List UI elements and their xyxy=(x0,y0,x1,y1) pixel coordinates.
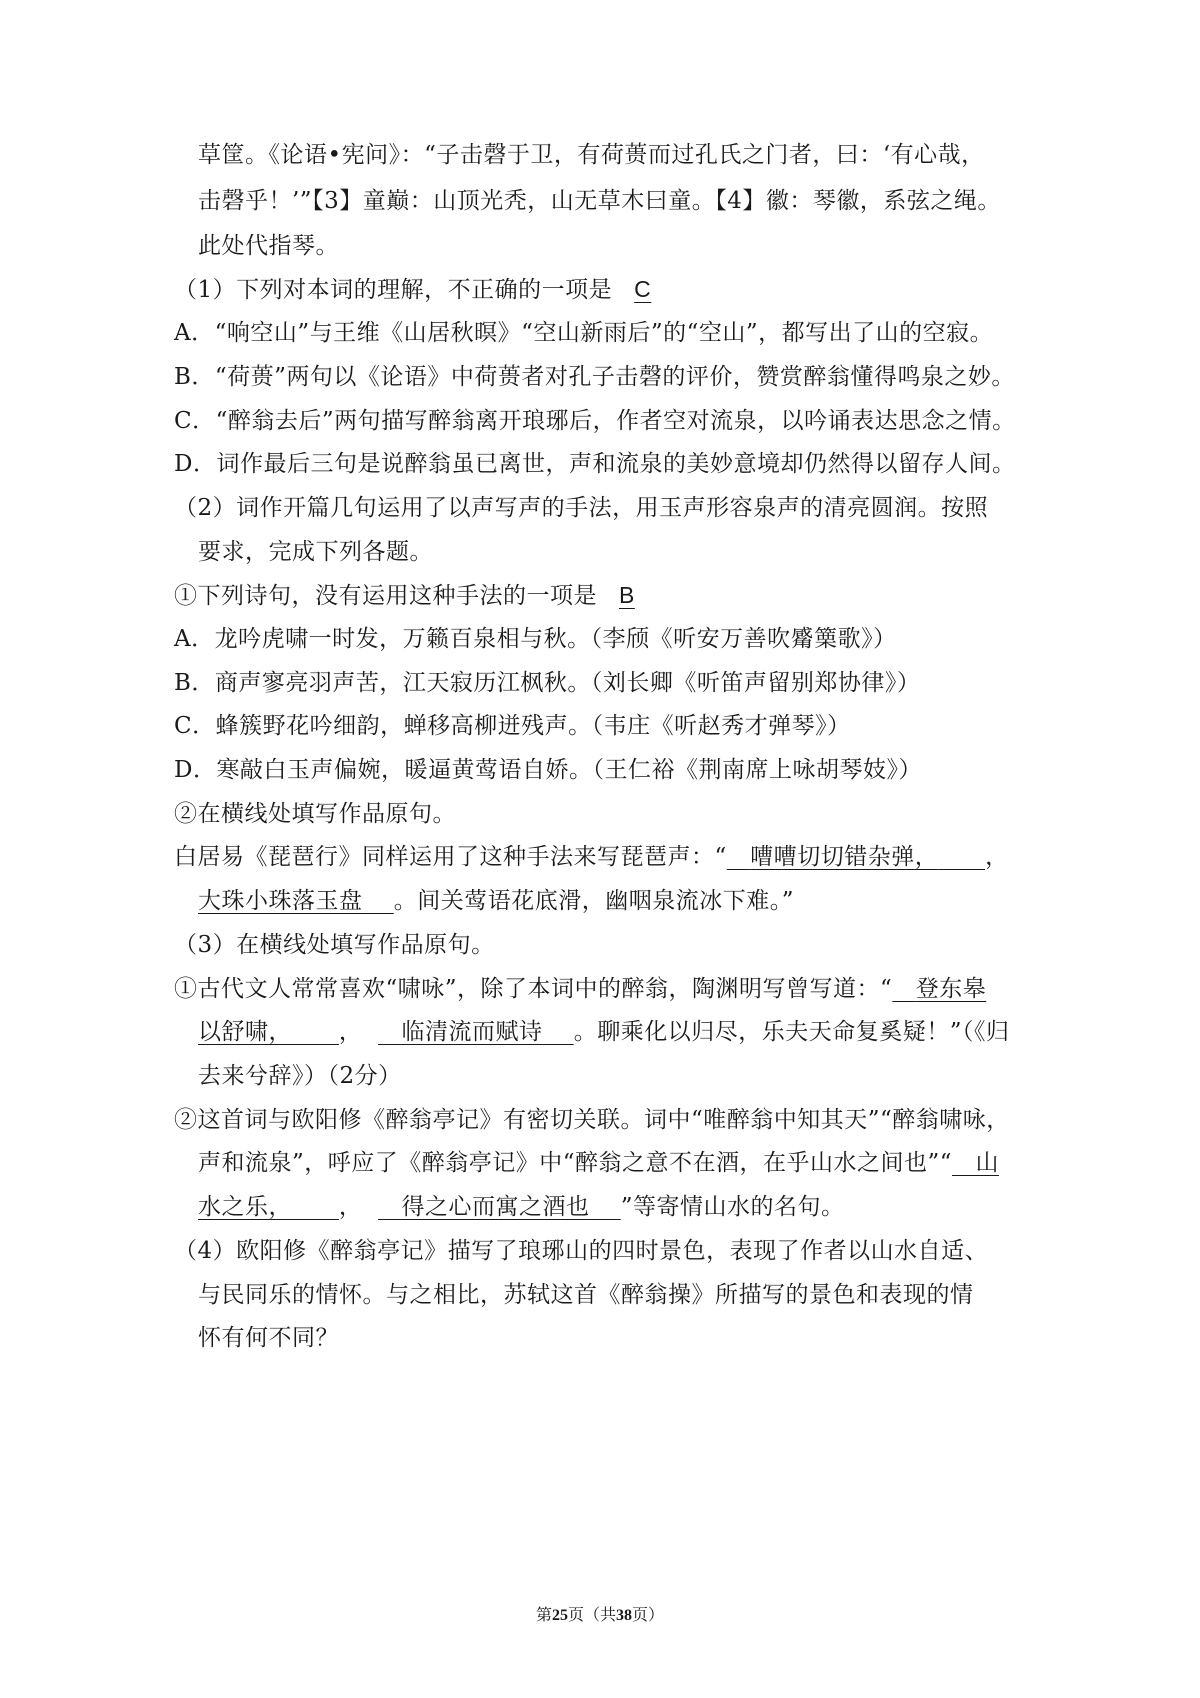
note-line-1: 草筐。《论语•宪问》：“子击磬于卫，有荷蒉而过孔氏之门者，曰：‘有心哉， xyxy=(198,142,985,168)
question-3-sub-1-blank-1a-text: 登东皋 xyxy=(915,976,987,1002)
question-2-sub-1-stem xyxy=(174,580,661,611)
question-1-stem xyxy=(174,274,677,305)
question-2-option-b: B．商声寥亮羽声苦，江天寂历江枫秋。（刘长卿《听笛声留别郑协律》） xyxy=(174,670,921,696)
question-3-sub-2-blank-1a-text: 山 xyxy=(975,1150,999,1176)
question-1-option-d: D．词作最后三句是说醉翁虽已离世，声和流泉的美妙意境却仍然得以留存人间。 xyxy=(174,451,1016,477)
question-4-line-1: （4）欧阳修《醉翁亭记》描写了琅琊山的四时景色，表现了作者以山水自适、 xyxy=(174,1238,989,1264)
question-3-sub-1-suffix: 。聊乘化以归尽，乐夫天命复奚疑！”（《归 xyxy=(573,1019,1010,1045)
question-3-sub-1-blank-1b xyxy=(198,1019,339,1045)
question-3-sub-1-blank-1a xyxy=(892,976,986,1002)
question-3-stem: （3）在横线处填写作品原句。 xyxy=(174,932,495,958)
question-4-line-3: 怀有何不同？ xyxy=(198,1325,339,1351)
question-3-sub-1-blank-2-text: 临清流而赋诗 xyxy=(401,1019,543,1045)
question-2-stem-line-2: 要求，完成下列各题。 xyxy=(198,539,433,565)
question-2-option-c: C．蜂簇野花吟细韵，蝉移高柳迸残声。（韦庄《听赵秀才弹琴》） xyxy=(174,713,851,739)
note-line-2: 击磬乎！’”【3】童巅：山顶光秃，山无草木曰童。【4】徽：琴徽，系弦之绳。 xyxy=(198,188,1001,214)
question-2-sub-2-stem: ②在横线处填写作品原句。 xyxy=(174,801,456,827)
question-3-sub-2-blank-1b xyxy=(198,1194,339,1220)
footer-page-number: 25 xyxy=(551,1607,568,1624)
question-3-sub-1-comma: ， xyxy=(338,1019,363,1045)
question-3-sub-1-prefix: ①古代文人常常喜欢“啸咏”，除了本词中的醉翁，陶渊明写曾写道：“ xyxy=(174,976,893,1002)
footer-total-pages: 38 xyxy=(616,1607,632,1624)
question-2-stem-line-1: （2）词作开篇几句运用了以声写声的手法，用玉声形容泉声的清亮圆润。按照 xyxy=(174,495,989,521)
question-3-sub-2-blank-2 xyxy=(378,1194,621,1220)
question-2-sub-2-suffix: 。间关莺语花底滑，幽咽泉流冰下难。” xyxy=(393,888,795,914)
footer-prefix: 第 xyxy=(535,1605,552,1624)
question-3-sub-1-blank-2 xyxy=(378,1019,574,1045)
question-3-sub-2-blank-1b-text: 水之乐， xyxy=(198,1194,292,1220)
question-3-sub-2-comma: ， xyxy=(338,1194,363,1220)
question-3-sub-1-line-2 xyxy=(198,1017,1009,1047)
question-2-sub-1-text: ①下列诗句，没有运用这种手法的一项是 xyxy=(174,583,597,609)
page-footer xyxy=(0,1605,1200,1626)
question-2-sub-2-blank-2 xyxy=(198,888,394,914)
question-3-sub-2-line-1: ②这首词与欧阳修《醉翁亭记》有密切关联。词中“唯醉翁中知其天”“醉翁啸咏， xyxy=(174,1107,1010,1133)
question-2-sub-1-answer: B xyxy=(619,582,635,608)
question-1-option-a: A．“响空山”与王维《山居秋暝》“空山新雨后”的“空山”，都写出了山的空寂。 xyxy=(174,320,994,346)
question-2-option-d: D．寒敲白玉声偏婉，暖逼黄莺语自娇。（王仁裕《荆南席上咏胡琴妓》） xyxy=(174,757,922,783)
question-3-sub-1-line-1 xyxy=(174,974,986,1004)
footer-suffix: 页） xyxy=(632,1605,665,1624)
note-line-3: 此处代指琴。 xyxy=(198,233,339,259)
question-4-line-2: 与民同乐的情怀。与之相比，苏轼这首《醉翁操》所描写的景色和表现的情 xyxy=(198,1282,974,1308)
question-2-sub-2-blank-2-text: 大珠小珠落玉盘 xyxy=(198,888,363,914)
question-2-sub-2-comma: ， xyxy=(985,844,1009,870)
question-3-sub-2-prefix: 声和流泉”，呼应了《醉翁亭记》中“醉翁之意不在酒，在乎山水之间也”“ xyxy=(198,1150,953,1176)
question-3-sub-1-blank-1b-text: 以舒啸， xyxy=(198,1019,292,1045)
question-2-option-a: A．龙吟虎啸一时发，万籁百泉相与秋。（李颀《听安万善吹觱篥歌》） xyxy=(174,626,897,652)
question-1-option-c: C．“醉翁去后”两句描写醉翁离开琅琊后，作者空对流泉，以吟诵表达思念之情。 xyxy=(174,408,1016,434)
question-3-sub-2-line-2 xyxy=(198,1148,999,1178)
question-2-sub-2-blank-1 xyxy=(727,844,985,870)
question-3-sub-2-blank-2-text: 得之心而寓之酒也 xyxy=(401,1194,590,1220)
question-1-text: （1）下列对本词的理解，不正确的一项是 xyxy=(174,277,613,303)
question-2-sub-2-line-2 xyxy=(198,886,794,916)
question-2-sub-2-prefix: 白居易《琵琶行》同样运用了这种手法来写琵琶声：“ xyxy=(174,844,727,870)
question-3-sub-2-suffix: ”等寄情山水的名句。 xyxy=(620,1194,845,1220)
question-1-answer: C xyxy=(634,276,652,302)
question-3-sub-1-line-3: 去来兮辞》）（2分） xyxy=(198,1063,402,1089)
question-2-sub-2-blank-1-text: 嘈嘈切切错杂弹， xyxy=(750,844,939,870)
question-3-sub-2-line-3 xyxy=(198,1192,844,1222)
question-1-option-b: B．“荷蒉”两句以《论语》中荷蒉者对孔子击磬的评价，赞赏醉翁懂得鸣泉之妙。 xyxy=(174,364,1015,390)
question-3-sub-2-blank-1a xyxy=(952,1150,999,1176)
footer-middle: 页（共 xyxy=(567,1605,616,1624)
question-2-sub-2-line-1 xyxy=(174,842,1009,872)
